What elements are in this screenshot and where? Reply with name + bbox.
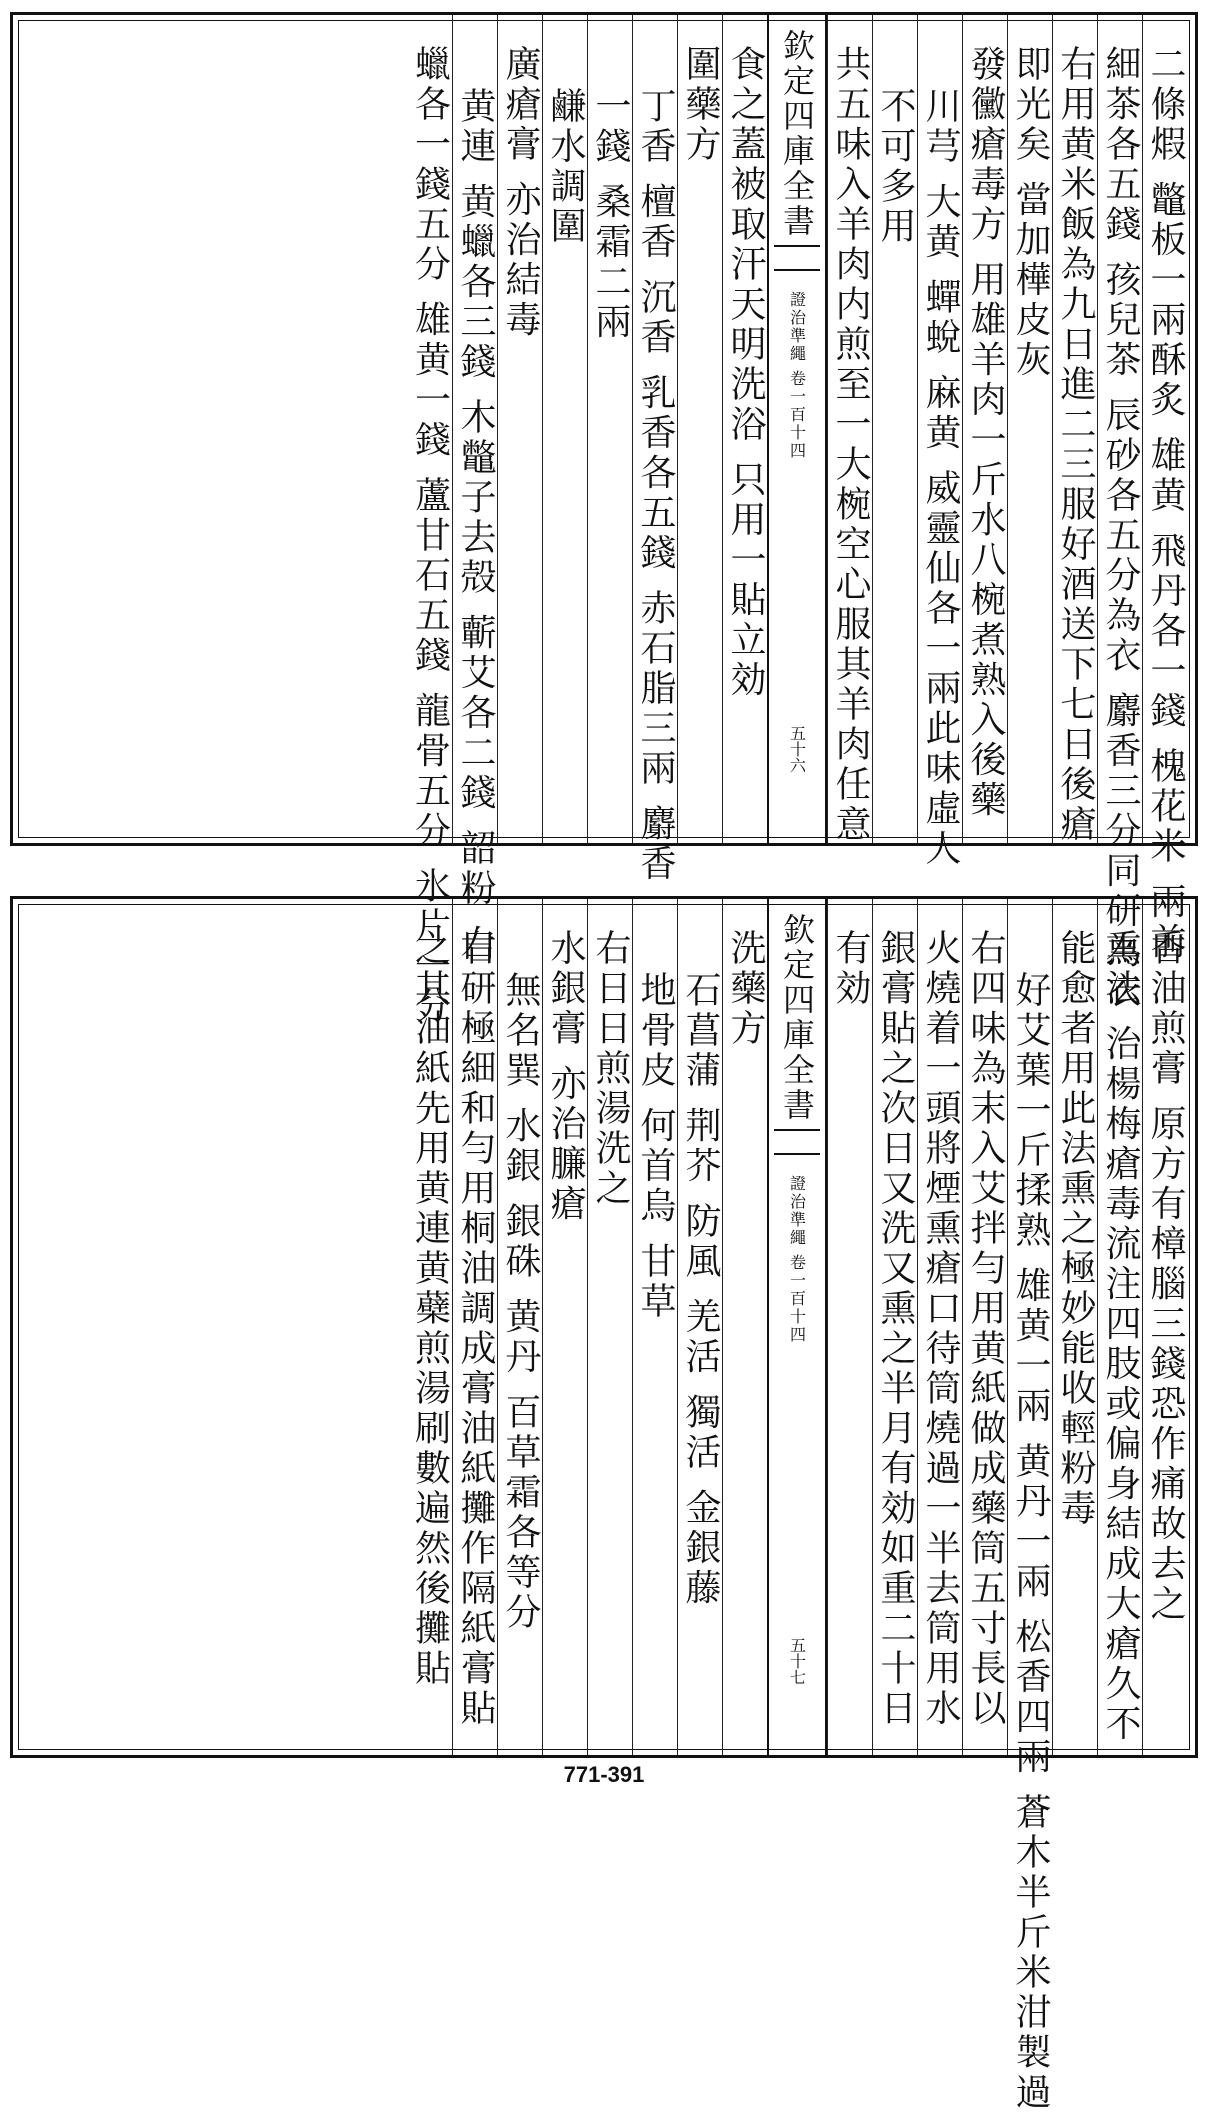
- text-column: [1142, 899, 1187, 1755]
- column-text: 火燒着一頭將煙熏瘡口待筒燒過一半去筒用水: [920, 929, 961, 1729]
- text-column: [497, 15, 542, 843]
- column-text: 有効: [830, 929, 871, 1009]
- column-text: 好艾葉一斤揉熟 雄黄一兩 黄丹一兩 松香四兩 蒼木半斤米泔製過: [1010, 971, 1051, 2113]
- text-column: [1052, 15, 1097, 843]
- page-number: 五十七: [787, 1637, 807, 1685]
- column-text: 右研極細和勻用桐油調成膏油紙攤作隔紙膏貼: [455, 929, 496, 1729]
- text-column: [1097, 15, 1142, 1012]
- column-text: 地骨皮 何首烏 甘草: [635, 971, 676, 1322]
- text-column: [542, 15, 587, 843]
- column-text: 不可多用: [875, 87, 916, 247]
- column-text: 熏法 治楊梅瘡毒流注四肢或偏身結成大瘡久不: [1100, 929, 1141, 1745]
- column-text: 川芎 大黄 蟬蛻 麻黄 威靈仙各一兩此味虛人: [920, 87, 961, 869]
- column-text: 廣瘡膏 亦治結毒: [500, 45, 541, 341]
- text-column: [1007, 899, 1052, 2113]
- book-volume: 證治準繩 卷一百十四: [787, 1175, 807, 1345]
- text-column: [407, 899, 452, 1755]
- series-title: 欽定四庫全書: [778, 913, 816, 1123]
- column-text: 右用黄米飯為九日進二三服好酒送下七日後瘡: [1055, 45, 1096, 845]
- text-column: [917, 899, 962, 1755]
- column-text: 洗藥方: [725, 929, 766, 1049]
- text-column: [1007, 15, 1052, 843]
- text-column: [497, 899, 542, 1755]
- fishtail-mark: [774, 1129, 820, 1155]
- column-text: 銀膏貼之次日又洗又熏之半月有効如重二十日: [875, 929, 916, 1729]
- text-column: [452, 899, 497, 1755]
- text-column: [917, 15, 962, 869]
- text-column: [1052, 899, 1097, 1755]
- page-number: 五十六: [787, 725, 807, 773]
- text-column: [677, 15, 722, 843]
- series-title: 欽定四庫全書: [778, 29, 816, 239]
- column-text: 蠟各一錢五分 雄黄一錢 蘆甘石五錢 龍骨五分 氷片一分: [409, 45, 451, 1027]
- column-text: 丁香 檀香 沉香 乳香各五錢 赤石脂三兩 麝香: [635, 87, 676, 885]
- text-column: [587, 15, 632, 843]
- text-column: [632, 15, 677, 885]
- column-text: 圍藥方: [680, 45, 721, 165]
- column-text: 即光矣 當加樺皮灰: [1010, 45, 1051, 381]
- column-text: 黄連 黄蠟各三錢 木鼈子去殻 蘄艾各二錢 韶粉 白: [455, 87, 496, 965]
- text-column: [677, 899, 722, 1755]
- column-text: 水銀膏 亦治臁瘡: [545, 929, 586, 1225]
- center-fold-column: [767, 15, 827, 843]
- column-text: 一錢 桑霜二兩: [590, 87, 631, 343]
- column-text: 無名巽 水銀 銀硃 黄丹 百草霜各等分: [500, 971, 541, 1633]
- text-column: [722, 899, 767, 1755]
- column-text: 石菖蒲 荆芥 防風 羌活 獨活 金銀藤: [680, 971, 721, 1609]
- text-column: [962, 899, 1007, 1755]
- text-column: [452, 15, 497, 965]
- page-footer-number: 771-391: [563, 1762, 645, 1787]
- text-column: [872, 899, 917, 1755]
- text-column: [1097, 899, 1142, 1755]
- text-column: [407, 15, 452, 1027]
- column-text: 之其油紙先用黄連黄蘗煎湯刷數遍然後攤貼: [409, 929, 451, 1689]
- column-text: 共五味入羊肉内煎至一大椀空心服其羊肉任意: [830, 45, 871, 845]
- column-text: 香油煎膏 原方有樟腦三錢恐作痛故去之: [1145, 929, 1186, 1625]
- text-column: [827, 15, 872, 843]
- column-text: 右四味為末入艾拌勻用黄紙做成藥筒五寸長以: [965, 929, 1006, 1729]
- text-column: [587, 899, 632, 1755]
- text-column: [962, 15, 1007, 843]
- book-volume: 證治準繩 卷一百十四: [787, 291, 807, 461]
- text-column: [542, 899, 587, 1755]
- column-text: 二條煆 鼈板一兩酥炙 雄黄 飛丹各一錢 槐花米 兩前: [1145, 45, 1186, 963]
- column-text: 能愈者用此法熏之極妙能收輕粉毒: [1055, 929, 1096, 1529]
- text-column: [722, 15, 767, 843]
- column-text: 鹻水調圍: [545, 87, 586, 247]
- column-text: 發黴瘡毒方 用雄羊肉一斤水八椀煮熟入後藥: [965, 45, 1006, 821]
- fishtail-mark: [774, 245, 820, 271]
- text-column: [632, 899, 677, 1755]
- text-column: [1142, 15, 1187, 963]
- text-column: [827, 899, 872, 1755]
- center-fold-column: [767, 899, 827, 1755]
- column-text: 右日日煎湯洗之: [590, 929, 631, 1209]
- column-text: 細茶各五錢 孩兒茶 辰砂各五分為衣 麝香三分同研為衣: [1100, 45, 1141, 1012]
- column-text: 食之蓋被取汗天明洗浴 只用一貼立効: [725, 45, 766, 701]
- text-column: [872, 15, 917, 843]
